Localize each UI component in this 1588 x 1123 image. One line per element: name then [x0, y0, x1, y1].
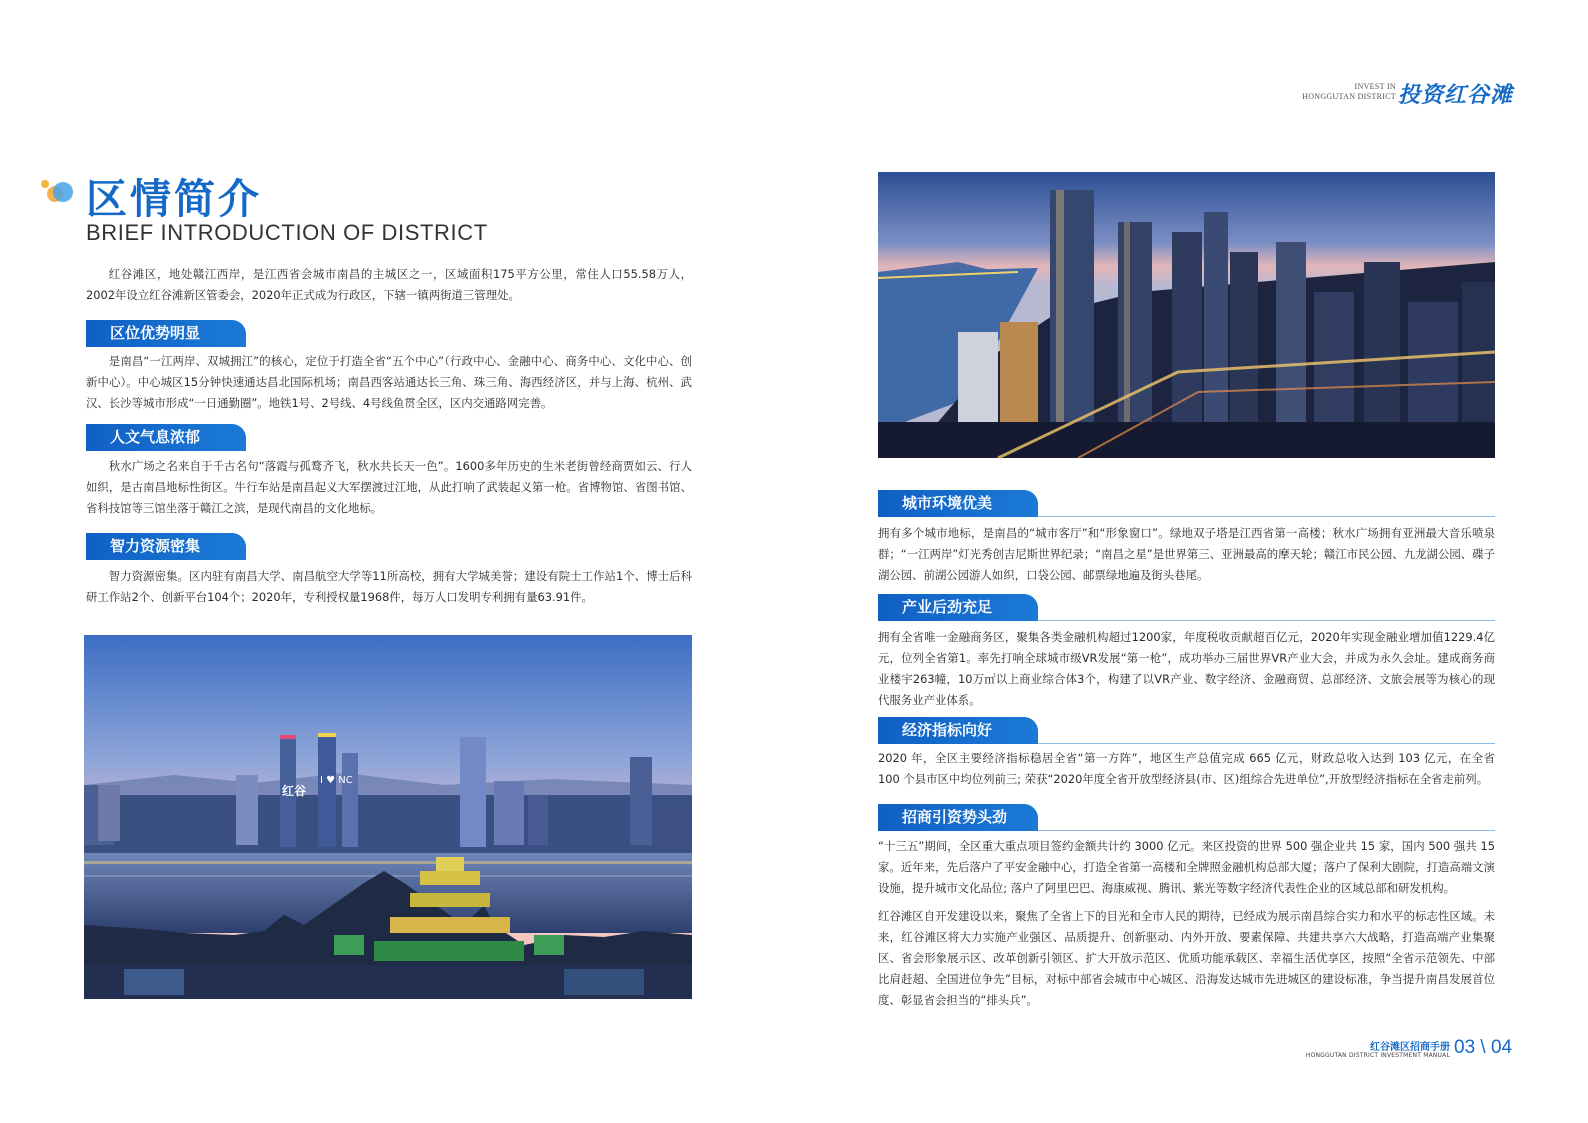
pavilion-skyline-image: [84, 635, 692, 999]
section-body-continued: 红谷滩区自开发建设以来，聚焦了全省上下的目光和全市人民的期待，已经成为展示南昌综合实力和水平的标志性区域。未来，红谷滩区将大力实施产业强区、品质提升、创新驱动、内外开放、要素保障、共建共享六大战略，打造高端产业集聚区、省会形象展示区、改革创新引领区、扩大开放示范区、优质功能承载区、幸福生活优享区，按照“全省示范领先、中部比肩赶超、全国进位争先”目标，对标中部省会城市中心城区、沿海发达城市先进城区的建设标准，争当提升南昌发展首位度、彰显省会担当的“排头兵”。: [878, 909, 1495, 1007]
section-divider: [1038, 830, 1495, 831]
brand-invest-in: INVEST IN: [1354, 82, 1396, 91]
section-heading: 招商引资势头劲: [878, 804, 1038, 831]
section-body: “十三五”期间，全区重大重点项目签约金额共计约 3000 亿元。来区投资的世界 500 强企业共 15 家，国内 500 强共 15 家。近年来，先后落户了平安金融中心，打造全省第一高楼和全牌照金融机构总部大厦；落户了保利大剧院，打造高端文演设施，提升城市文化品位; 落户了阿里巴巴、海康威视、腾讯、紫光等数字经济代表性企业的区域总部和研发机构。: [878, 839, 1495, 895]
section-body: 拥有全省唯一金融商务区，聚集各类金融机构超过1200家，年度税收贡献超百亿元，2020年实现金融业增加值1229.4亿元，位列全省第1。率先打响全球城市级VR发展“第一枪”，成功举办三届世界VR产业大会，并成为永久会址。建成商务商业楼宇263幢，10万㎡以上商业综合体3个，构建了以VR产业、数字经济、金融商贸、总部经济、文旅会展等为核心的现代服务业产业体系。: [878, 630, 1495, 707]
section-investment: [878, 804, 1495, 831]
brand-logo-text: 投资红谷滩: [1398, 83, 1514, 108]
section-environment: [878, 490, 1495, 517]
section-culture: [86, 424, 692, 451]
page-footer: [1290, 1036, 1513, 1066]
section-body: 智力资源密集。区内驻有南昌大学、南昌航空大学等11所高校，拥有大学城美誉；建设有院士工作站1个、博士后科研工作站2个、创新平台104个；2020年，专利授权量1968件，每万人口发明专利拥有量63.91件。: [86, 569, 692, 604]
footer-title-en: HONGGUTAN DISTRICT INVESTMENT MANUAL: [1305, 1052, 1450, 1059]
section-heading: 产业后劲充足: [878, 594, 1038, 621]
photo-tengwang-pavilion: [84, 635, 692, 999]
footer-title-cn: 红谷滩区招商手册: [1370, 1042, 1450, 1053]
brand-district-en: HONGGUTAN DISTRICT: [1302, 92, 1396, 101]
section-body: 2020 年，全区主要经济指标稳居全省“第一方阵”，地区生产总值完成 665 亿元，财政总收入达到 103 亿元，在全省 100 个县市区中均位列前三; 荣获“2020年度全省开放型经济县(市、区)组综合先进单位”,开放型经济指标在全省走前列。: [878, 751, 1495, 786]
section-heading: 经济指标向好: [878, 717, 1038, 744]
section-body: 拥有多个城市地标，是南昌的“城市客厅”和“形象窗口”。绿地双子塔是江西省第一高楼；秋水广场拥有亚洲最大音乐喷泉群；“一江两岸”灯光秀创吉尼斯世界纪录；“南昌之星”是世界第三、亚洲最高的摩天轮；赣江市民公园、九龙湖公园、碟子湖公园、前湖公园游人如织，口袋公园、邮票绿地遍及街头巷尾。: [878, 526, 1495, 582]
intro-text: 红谷滩区，地处赣江西岸，是江西省会城市南昌的主城区之一，区域面积175平方公里，常住人口55.58万人，2002年设立红谷滩新区管委会，2020年正式成为行政区，下辖一镇两街道三管理处。: [86, 267, 692, 302]
tower-sign-heart: I ♥ NC: [320, 775, 353, 786]
tower-sign-text: 红谷: [282, 784, 307, 798]
section-heading: 人文气息浓郁: [86, 424, 246, 451]
brand-header: [1290, 80, 1514, 108]
section-talent: [86, 533, 692, 560]
section-heading: 城市环境优美: [878, 490, 1038, 517]
title-dots-icon: [40, 178, 76, 206]
section-body: 秋水广场之名来自于千古名句“落霞与孤鹜齐飞，秋水共长天一色”。1600多年历史的生米老街曾经商贾如云、行人如织，是古南昌地标性街区。牛行车站是南昌起义大军摆渡过江地，从此打响了武装起义第一枪。省博物馆、省图书馆、省科技馆等三馆坐落于赣江之滨，是现代南昌的文化地标。: [86, 459, 692, 515]
page-numbers: 03 \ 04: [1454, 1037, 1513, 1058]
section-economy: [878, 717, 1495, 744]
city-aerial-image: [878, 172, 1495, 458]
section-heading: 区位优势明显: [86, 320, 246, 347]
photo-city-aerial: [878, 172, 1495, 458]
section-industry: [878, 594, 1495, 621]
section-heading: 智力资源密集: [86, 533, 246, 560]
page-title: 区情简介: [86, 175, 262, 223]
section-divider: [1038, 743, 1495, 744]
section-divider: [1038, 620, 1495, 621]
section-body: 是南昌“一江两岸、双城拥江”的核心，定位于打造全省“五个中心”（行政中心、金融中心、商务中心、文化中心、创新中心）。中心城区15分钟快速通达昌北国际机场；南昌西客站通达长三角、珠三角、海西经济区，并与上海、杭州、武汉、长沙等城市形成“一日通勤圈”。地铁1号、2号线、4号线鱼贯全区，区内交通路网完善。: [86, 354, 692, 410]
page-subtitle: BRIEF INTRODUCTION OF DISTRICT: [86, 220, 488, 245]
section-location: [86, 320, 692, 347]
section-divider: [1038, 516, 1495, 517]
